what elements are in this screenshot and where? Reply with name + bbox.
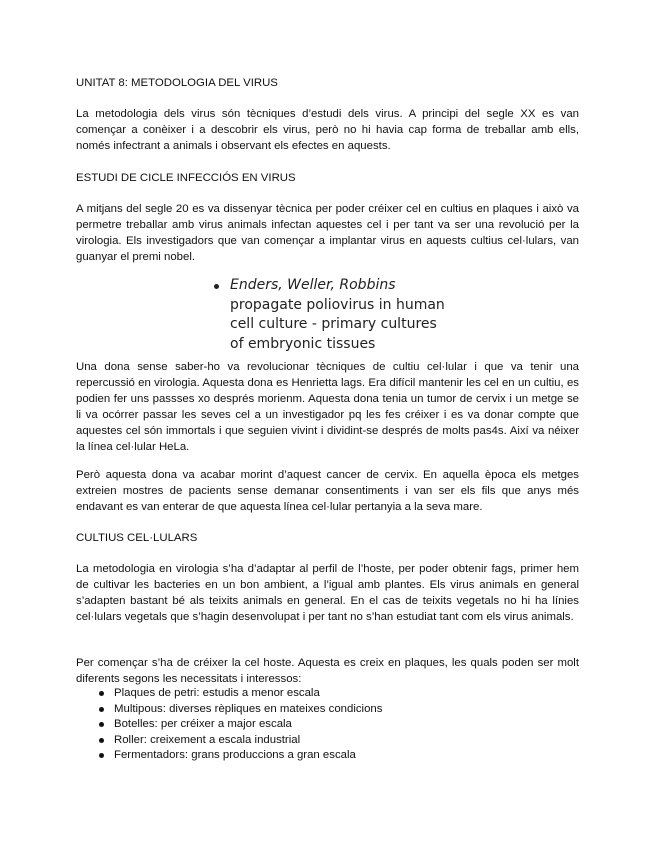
intro-paragraph: La metodologia dels virus són tècniques d’estudi dels virus. A principi del segle XX es van començar a conèixer i a descobrir els virus, però no hi havia cap forma de treballar amb ells, només infectrant a animals i observant els efectes en aquests.: [76, 108, 579, 153]
list-item-text: Multipous: diverses rèpliques en mateixes condicions: [114, 702, 383, 715]
section-heading-cell-cultures: CULTIUS CEL·LULARS: [76, 532, 198, 544]
cell-culture-history-paragraph: A mitjans del segle 20 es va dissenyar tècnica per poder créixer cel en cultius en plaques i això va permetre treballar amb virus animals infectan aquestes cel i per tant va ser una revolució per la virologia. Els investigadors que van començar a implantar virus en aquests cultius cel·lulars, van guanyar el premi nobel.: [76, 203, 579, 264]
consent-paragraph: Però aquesta dona va acabar morint d’aquest cancer de cervix. En aquella època els metges extreien mostres de pacients sense demanar consentiments i van ser els fils que anys més endavant es van enterar de que aquesta línea cel·lular pertanyia a la seva mare.: [76, 469, 579, 514]
list-item: [76, 702, 382, 718]
bullet-dot-icon: [99, 691, 104, 696]
bullet-dot-icon: [99, 738, 104, 743]
bullet-dot-icon: [99, 722, 104, 727]
host-cell-growth-paragraph: Per començar s’ha de créixer la cel hoste. Aquesta es creix en plaques, les quals poden ser molt diferents segons les necessitats i interessos:: [76, 657, 579, 686]
embedded-slide-excerpt: [214, 276, 454, 354]
list-item: [76, 717, 382, 733]
culture-vessel-list: [76, 686, 382, 764]
list-item: [76, 733, 382, 749]
list-item: [76, 748, 382, 764]
bullet-dot-icon: [214, 284, 219, 289]
bullet-dot-icon: [99, 753, 104, 758]
slide-bullet-description: propagate poliovirus in human cell culture - primary cultures of embryonic tissues: [230, 296, 445, 352]
section-heading-infection-cycle: ESTUDI DE CICLE INFECCIÓS EN VIRUS: [76, 172, 296, 184]
page-title: UNITAT 8: METODOLOGIA DEL VIRUS: [76, 77, 278, 89]
bullet-dot-icon: [99, 707, 104, 712]
slide-bullet-names: Enders, Weller, Robbins: [230, 277, 396, 293]
host-adaptation-paragraph: La metodologia en virologia s’ha d’adaptar al perfil de l’hoste, per poder obtenir fags, primer hem de cultivar les bacteries en un bon ambient, a l’igual amb plantes. Els virus animals en general s’adapten bastant bé als teixits animals en general. En el cas de teixits vegetals no hi ha línies cel·lulars vegetals que s’hagin desenvolupat i per tant no s’han estudiat tant com els virus animals.: [76, 563, 579, 624]
slide-bullet-text: [230, 276, 454, 354]
list-item-text: Botelles: per créixer a major escala: [114, 718, 292, 731]
hela-paragraph: Una dona sense saber-ho va revolucionar tècniques de cultiu cel·lular i que va tenir una repercussió en virologia. Aquesta dona es Henrietta lags. Era difícil mantenir les cel en un cultiu, es podien fer uns passses xo després morienm. Aquesta dona tenia un tumor de cervix i un metge se li va ocórrer passar les seves cel a un investigador pq les fes créixer i es va donar compte que aquestes cel són immortals i que seguien vivint i dividint-se després de molts pas4s. Així va néixer la línea cel·lular HeLa.: [76, 361, 579, 454]
list-item-text: Plaques de petri: estudis a menor escala: [114, 687, 320, 699]
list-item-text: Fermentadors: grans produccions a gran escala: [114, 749, 356, 762]
list-item-text: Roller: creixement a escala industrial: [114, 733, 301, 746]
list-item: [76, 686, 382, 702]
